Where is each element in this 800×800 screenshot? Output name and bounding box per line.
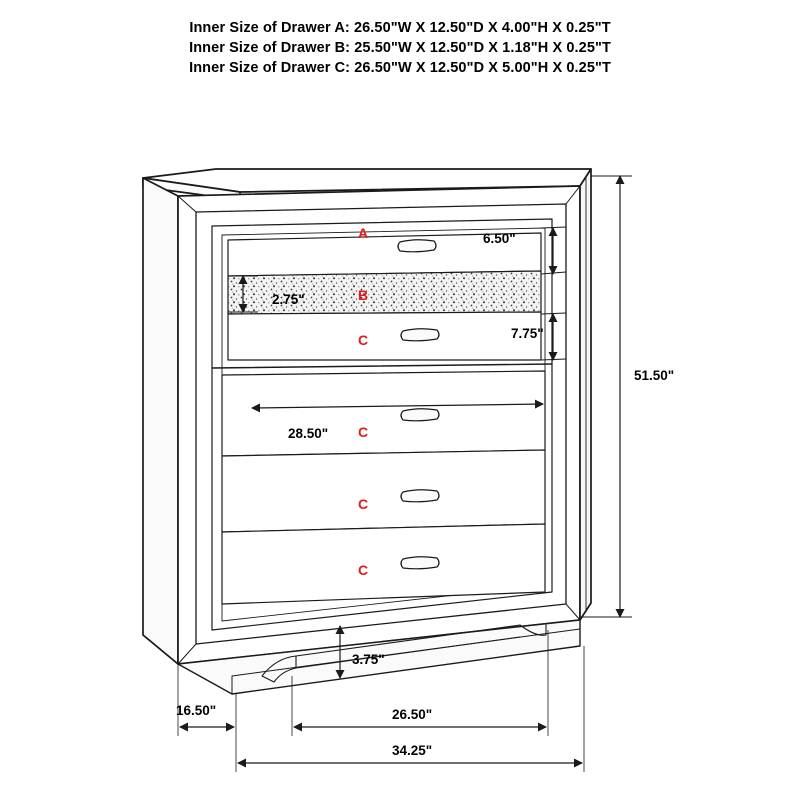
drawer-label-c1: C	[358, 332, 369, 348]
drawer-label-b: B	[358, 287, 369, 303]
dim-front-width: 26.50"	[392, 707, 433, 722]
dim-glitter-band-height: 2.75"	[272, 292, 305, 307]
dim-leg-height: 3.75"	[352, 652, 385, 667]
dim-drawer-width: 28.50"	[288, 426, 329, 441]
spec-line-drawer-c: Inner Size of Drawer C: 26.50"W X 12.50"D X 5.00"H X 0.25"T	[189, 60, 611, 76]
drawer-label-c4: C	[358, 562, 369, 578]
dim-drawer-a-height: 6.50"	[483, 231, 516, 246]
drawer-label-c2: C	[358, 424, 369, 440]
spec-line-drawer-b: Inner Size of Drawer B: 25.50"W X 12.50"D X 1.18"H X 0.25"T	[189, 40, 611, 56]
dim-drawer-c-height: 7.75"	[511, 326, 544, 341]
dim-overall-width: 34.25"	[392, 743, 433, 758]
drawer-label-c3: C	[358, 496, 369, 512]
dim-total-height: 51.50"	[634, 368, 675, 383]
dim-side-depth: 16.50"	[176, 703, 217, 718]
spec-line-drawer-a: Inner Size of Drawer A: 26.50"W X 12.50"D X 4.00"H X 0.25"T	[189, 20, 611, 36]
drawer-label-a: A	[358, 225, 369, 241]
